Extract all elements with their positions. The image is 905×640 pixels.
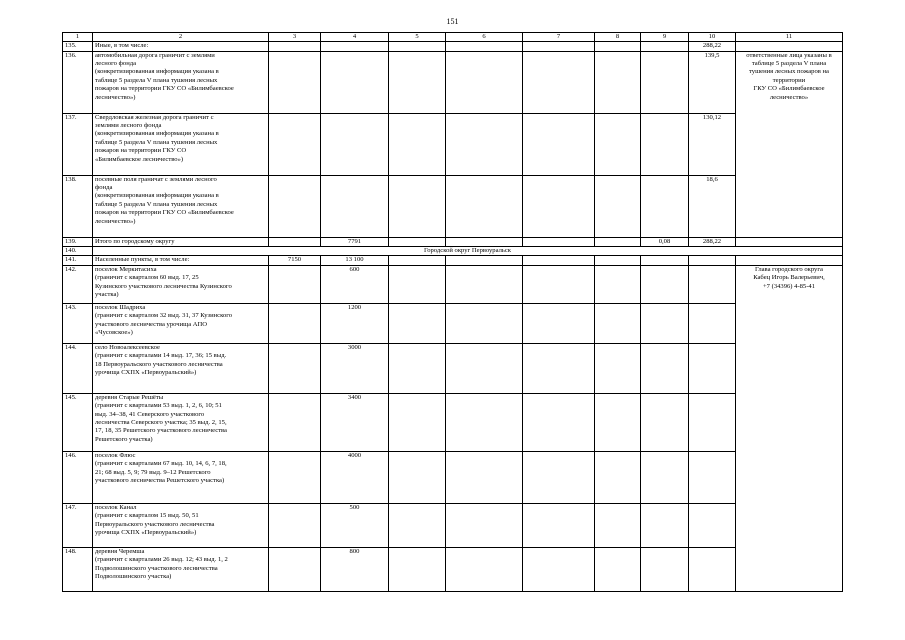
cell-col10: 288,22: [689, 42, 736, 51]
column-number: 6: [446, 33, 523, 42]
row-number: 140.: [63, 247, 93, 256]
cell-col6: [446, 256, 523, 265]
cell-col6: [446, 303, 523, 343]
cell-col4: 800: [321, 547, 389, 591]
cell-col9: [641, 547, 689, 591]
cell-col7: [523, 175, 595, 237]
cell-col6: [446, 175, 523, 237]
text-line: «Билимбаевское лесничество»): [95, 155, 184, 163]
cell-col7: [523, 42, 595, 51]
page-number: 151: [446, 17, 459, 26]
row-number: 142.: [63, 265, 93, 303]
section-title: Городской округ Первоуральск: [93, 247, 843, 256]
cell-col9: [641, 303, 689, 343]
cell-col7: [523, 113, 595, 175]
cell-col4: 3000: [321, 343, 389, 393]
cell-col5: [389, 175, 446, 237]
cell-col3: [269, 343, 321, 393]
text-line: поселок Канал: [95, 503, 137, 511]
text-line: землями лесного фонда: [95, 122, 162, 130]
text-line: лесничество»): [95, 217, 136, 225]
cell-col10: [689, 343, 736, 393]
table-row: [63, 393, 843, 451]
text-line: +7 (34396) 4-85-41: [762, 282, 816, 290]
cell-col4: [321, 113, 389, 175]
text-line: 17, 18, 35 Решетского участкового лесничества: [95, 427, 227, 435]
cell-col9: [641, 113, 689, 175]
text-line: (конкретизированная информация указана в: [95, 68, 219, 76]
column-number: 4: [321, 33, 389, 42]
row-number: 146.: [63, 451, 93, 503]
column-number: 7: [523, 33, 595, 42]
text-line: пожаров на территории ГКУ СО: [95, 147, 187, 155]
cell-col3: [269, 547, 321, 591]
text-line: Подволошинского участка): [95, 572, 172, 580]
cell-col7: [523, 51, 595, 113]
cell-col5: [389, 343, 446, 393]
cell-col9: [641, 343, 689, 393]
cell-col9: [641, 503, 689, 547]
text-line: таблице 5 раздела V плана тушения лесных: [95, 76, 218, 84]
cell-col6: [446, 42, 523, 51]
text-line: (граничит с кварталами 53 выд. 1, 2, 6, 10; 51: [95, 402, 222, 410]
section-row: [63, 247, 843, 256]
cell-col8: [595, 237, 641, 246]
cell-col9: [641, 256, 689, 265]
cell-col3: [269, 451, 321, 503]
row-description: [93, 51, 269, 113]
cell-col9: [641, 265, 689, 303]
cell-col10: [689, 547, 736, 591]
cell-col8: [595, 451, 641, 503]
text-line: Населенные пункты, в том числе:: [95, 256, 190, 264]
text-line: Иные, в том числе:: [95, 42, 149, 50]
text-line: село Новоалексеевское: [95, 343, 160, 351]
cell-col3: [269, 42, 321, 51]
text-line: деревня Старые Решёты: [95, 393, 164, 401]
cell-col10: [689, 503, 736, 547]
cell-col11: [736, 42, 843, 51]
cell-col6: [446, 547, 523, 591]
table-row: [63, 175, 843, 237]
cell-col8: [595, 303, 641, 343]
text-line: «Чусовское»): [95, 328, 133, 336]
text-line: (граничит с кварталом 15 выд. 50, 51: [95, 512, 199, 520]
text-line: Свердловская железная дорога граничит с: [95, 113, 214, 121]
text-line: пожаров на территории ГКУ СО «Билимбаевское: [95, 85, 234, 93]
column-number: 5: [389, 33, 446, 42]
forest-fire-table: [62, 32, 843, 592]
text-line: автомобильная дорога граничит с землями: [95, 51, 215, 59]
cell-col6: [446, 113, 523, 175]
cell-col5: [389, 51, 446, 113]
row-number: 139.: [63, 237, 93, 246]
row-number: 147.: [63, 503, 93, 547]
row-number: 143.: [63, 303, 93, 343]
cell-col7: [523, 547, 595, 591]
cell-col4: [321, 42, 389, 51]
cell-col5: [389, 503, 446, 547]
table-row: [63, 237, 843, 246]
column-number: 11: [736, 33, 843, 42]
row-description: [93, 547, 269, 591]
text-line: фонда: [95, 184, 113, 192]
cell-col10: [689, 451, 736, 503]
text-line: участкового лесничества урочища АПО: [95, 320, 208, 328]
text-line: 18 Первоуральского участкового лесничества: [95, 360, 223, 368]
cell-col5: [389, 42, 446, 51]
text-line: участка): [95, 290, 119, 298]
row-number: 145.: [63, 393, 93, 451]
table-row: [63, 503, 843, 547]
cell-col4: 600: [321, 265, 389, 303]
column-number: 1: [63, 33, 93, 42]
cell-col9: 0,08: [641, 237, 689, 246]
text-line: деревня Черемша: [95, 547, 145, 555]
row-number: 136.: [63, 51, 93, 113]
row-number: 135.: [63, 42, 93, 51]
cell-col4: [321, 175, 389, 237]
column-number: 2: [93, 33, 269, 42]
cell-col3: [269, 393, 321, 451]
table-row: [63, 51, 843, 113]
cell-col3: [269, 303, 321, 343]
table-row: [63, 265, 843, 303]
cell-col7: [523, 237, 595, 246]
cell-col8: [595, 343, 641, 393]
cell-col5: [389, 451, 446, 503]
column-number: 8: [595, 33, 641, 42]
text-line: выд. 34–38, 41 Северского участкового: [95, 410, 205, 418]
cell-col3: [269, 503, 321, 547]
cell-col7: [523, 303, 595, 343]
cell-col4: 7791: [321, 237, 389, 246]
row-description: [93, 503, 269, 547]
cell-col5: [389, 547, 446, 591]
cell-col3: [269, 113, 321, 175]
column-number: 9: [641, 33, 689, 42]
cell-col7: [523, 451, 595, 503]
text-line: (граничит с кварталами 14 выд. 17, 36; 15 выд.: [95, 352, 227, 360]
text-line: урочища СХПХ «Первоуральский»): [95, 528, 197, 536]
row-description: [93, 265, 269, 303]
column-number: 3: [269, 33, 321, 42]
cell-col5: [389, 393, 446, 451]
text-line: таблице 5 раздела V плана: [751, 60, 827, 68]
cell-col5: [389, 265, 446, 303]
cell-col8: [595, 256, 641, 265]
cell-col10: 18,6: [689, 175, 736, 237]
cell-col8: [595, 265, 641, 303]
text-line: Подволошинского участкового лесничества: [95, 564, 218, 572]
text-line: территории: [772, 76, 806, 84]
row-description: [93, 256, 269, 265]
text-line: Первоуральского участкового лесничества: [95, 520, 215, 528]
row-description: [93, 237, 269, 246]
cell-col6: [446, 393, 523, 451]
cell-col5: [389, 237, 446, 246]
cell-col8: [595, 547, 641, 591]
cell-col5: [389, 113, 446, 175]
text-line: таблице 5 раздела V плана тушения лесных: [95, 200, 218, 208]
text-line: (конкретизированная информация указана в: [95, 192, 219, 200]
cell-col10: 139,5: [689, 51, 736, 113]
text-line: Решетского участка): [95, 435, 153, 443]
cell-col6: [446, 343, 523, 393]
text-line: Кузинского участкового лесничества Кузинского: [95, 282, 232, 290]
table-row: [63, 113, 843, 175]
cell-col4: 13 100: [321, 256, 389, 265]
cell-col10: 288,22: [689, 237, 736, 246]
text-line: (граничит с кварталами 26 выд. 12; 43 выд. 1, 2: [95, 556, 228, 564]
cell-col6: [446, 237, 523, 246]
table-row: [63, 303, 843, 343]
row-description: [93, 175, 269, 237]
row-description: [93, 451, 269, 503]
text-line: (граничит с кварталом 32 выд. 31, 37 Кузинского: [95, 312, 233, 320]
text-line: (конкретизированная информация указана в: [95, 130, 219, 138]
cell-col10: [689, 393, 736, 451]
cell-col7: [523, 265, 595, 303]
cell-col4: [321, 51, 389, 113]
text-line: таблице 5 раздела V плана тушения лесных: [95, 138, 218, 146]
cell-col6: [446, 503, 523, 547]
cell-col10: [689, 303, 736, 343]
cell-col4: 1200: [321, 303, 389, 343]
cell-col6: [446, 265, 523, 303]
text-line: Итого по городскому округу: [95, 237, 175, 245]
text-line: участкового лесничества Решетского участка): [95, 476, 225, 484]
cell-col9: [641, 51, 689, 113]
text-line: пожаров на территории ГКУ СО «Билимбаевское: [95, 209, 234, 217]
cell-col9: [641, 393, 689, 451]
cell-col4: 3400: [321, 393, 389, 451]
cell-col3: [269, 265, 321, 303]
cell-col10: [689, 256, 736, 265]
text-line: поселок Шадриха: [95, 303, 146, 311]
column-number: 10: [689, 33, 736, 42]
row-number: 141.: [63, 256, 93, 265]
text-line: посевные поля граничат с землями лесного: [95, 175, 217, 183]
cell-col11: [736, 237, 843, 246]
text-line: Глава городского округа: [755, 265, 823, 273]
cell-col8: [595, 393, 641, 451]
cell-col3: [269, 237, 321, 246]
table-row: [63, 451, 843, 503]
cell-col6: [446, 451, 523, 503]
text-line: поселок Флюс: [95, 451, 136, 459]
row-number: 137.: [63, 113, 93, 175]
cell-col3: 7150: [269, 256, 321, 265]
cell-col5: [389, 256, 446, 265]
cell-col7: [523, 256, 595, 265]
cell-col10: [689, 265, 736, 303]
row-description: [93, 393, 269, 451]
column-number-row: [63, 33, 843, 42]
cell-col11: [736, 256, 843, 265]
cell-col8: [595, 42, 641, 51]
text-line: ГКУ СО «Билимбаевское: [753, 85, 825, 93]
cell-col9: [641, 42, 689, 51]
text-line: ответственные лица указаны в: [746, 51, 832, 59]
row-description: [93, 42, 269, 51]
row-number: 138.: [63, 175, 93, 237]
cell-col8: [595, 51, 641, 113]
table-row: [63, 42, 843, 51]
cell-col10: 130,12: [689, 113, 736, 175]
row-number: 144.: [63, 343, 93, 393]
cell-col5: [389, 303, 446, 343]
responsible-head-cell: [736, 265, 843, 591]
cell-col4: 4000: [321, 451, 389, 503]
text-line: лесного фонда: [95, 60, 136, 68]
row-description: [93, 343, 269, 393]
cell-col7: [523, 343, 595, 393]
table-row: [63, 256, 843, 265]
cell-col8: [595, 175, 641, 237]
text-line: (граничит с кварталом 60 выд. 17, 25: [95, 274, 199, 282]
text-line: лесничества Северского участка; 35 выд. 2, 15,: [95, 418, 227, 426]
text-line: лесничество»: [769, 93, 809, 101]
cell-col9: [641, 175, 689, 237]
text-line: поселок Меркитасиха: [95, 265, 157, 273]
table-row: [63, 547, 843, 591]
text-line: лесничество»): [95, 93, 136, 101]
cell-col4: 500: [321, 503, 389, 547]
cell-col7: [523, 393, 595, 451]
row-description: [93, 303, 269, 343]
cell-col7: [523, 503, 595, 547]
text-line: 21; 68 выд. 5, 9; 79 выд. 9–12 Решетского: [95, 468, 211, 476]
cell-col8: [595, 113, 641, 175]
cell-col6: [446, 51, 523, 113]
cell-col8: [595, 503, 641, 547]
cell-col3: [269, 175, 321, 237]
text-line: урочища СХПХ «Первоуральский»): [95, 368, 197, 376]
row-description: [93, 113, 269, 175]
text-line: (граничит с кварталами 67 выд. 10, 14, 6, 7, 18,: [95, 460, 227, 468]
table-row: [63, 343, 843, 393]
responsible-persons-cell: [736, 51, 843, 237]
cell-col9: [641, 451, 689, 503]
text-line: тушения лесных пожаров на: [748, 68, 829, 76]
cell-col3: [269, 51, 321, 113]
text-line: Кабец Игорь Валерьевич,: [753, 274, 825, 282]
row-number: 148.: [63, 547, 93, 591]
